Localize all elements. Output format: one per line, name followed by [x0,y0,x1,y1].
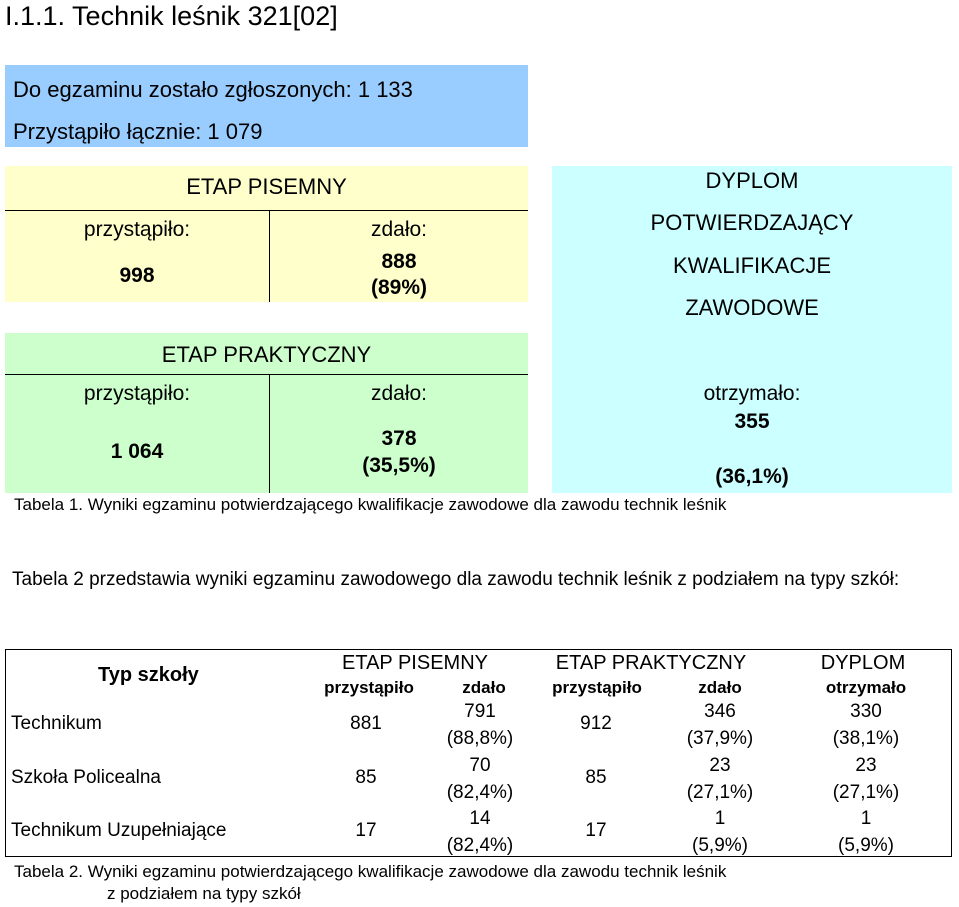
sub-attended-practical: przystąpiło [552,678,642,697]
row3-school: Technikum Uzupełniające [11,820,227,841]
row1-school: Technikum [11,713,102,734]
page-title: I.1.1. Technik leśnik 321[02] [5,1,338,31]
divider [5,210,528,211]
summary-box [5,65,528,147]
practical-stage-box [5,333,528,493]
divider [5,374,528,375]
written-attended-label: przystąpiło: [83,218,191,241]
practical-header: ETAP PRAKTYCZNY [161,342,372,367]
written-passed-value: 888 [381,250,417,273]
row1-written-pct: (88,8%) [446,728,514,749]
row3-diploma-pct: (5,9%) [838,835,894,856]
row3-practical-attended: 17 [585,820,607,841]
written-header: ETAP PISEMNY [186,174,347,199]
row1-practical-pct: (37,9%) [686,728,754,749]
practical-attended-value: 1 064 [110,440,164,463]
table2 [5,649,952,857]
row2-practical-pct: (27,1%) [686,782,754,803]
row2-diploma: 23 [855,755,877,776]
row3-practical-passed: 1 [714,808,726,829]
diploma-line3: KWALIFIKACJE [672,253,832,278]
row3-written-pct: (82,4%) [446,835,514,856]
table1-caption: Tabela 1. Wyniki egzaminu potwierdzającego kwalifikacje zawodowe dla zawodu technik leśnik [14,495,727,514]
sub-attended-written: przystąpiło [324,678,414,697]
diploma-line4: ZAWODOWE [685,295,819,320]
group-practical: ETAP PRAKTYCZNY [555,652,747,674]
row1-diploma: 330 [850,701,882,722]
row3-practical-pct: (5,9%) [692,835,748,856]
table2-caption-line1: Tabela 2. Wyniki egzaminu potwierdzającego kwalifikacje zawodowe dla zawodu technik leśnik [14,862,727,881]
diploma-box [552,166,952,493]
row2-written-attended: 85 [355,767,377,788]
row1-written-passed: 791 [464,701,496,722]
row3-diploma: 1 [860,808,872,829]
row1-diploma-pct: (38,1%) [832,728,900,749]
written-attended-value: 998 [119,264,155,287]
row2-written-pct: (82,4%) [446,782,514,803]
sub-passed-written: zdało [462,678,506,697]
row2-practical-passed: 23 [709,755,731,776]
row2-practical-attended: 85 [585,767,607,788]
practical-attended-label: przystąpiło: [83,382,191,405]
written-passed-pct: (89%) [370,276,428,299]
sub-passed-practical: zdało [698,678,742,697]
practical-passed-label: zdało: [370,382,428,405]
written-stage-box [5,166,528,302]
practical-passed-pct: (35,5%) [362,454,436,477]
diploma-received-label: otrzymało: [703,382,801,405]
row3-written-passed: 14 [469,808,491,829]
row1-written-attended: 881 [350,713,382,734]
col-school-header: Typ szkoły [98,664,199,686]
table2-caption-line2: z podziałem na typy szkół [107,884,301,903]
row2-written-passed: 70 [469,755,491,776]
row3-written-attended: 17 [355,820,377,841]
reported-count: Do egzaminu zostało zgłoszonych: 1 133 [13,77,413,102]
row1-practical-passed: 346 [704,701,736,722]
group-written: ETAP PISEMNY [342,652,488,674]
row2-diploma-pct: (27,1%) [832,782,900,803]
group-diploma: DYPLOM [820,652,906,674]
intro-paragraph: Tabela 2 przedstawia wyniki egzaminu zawodowego dla zawodu technik leśnik z podziałem na typy szkół: [12,569,900,590]
row2-school: Szkoła Policealna [11,767,161,788]
diploma-received-value: 355 [734,410,770,433]
written-passed-label: zdało: [370,218,428,241]
row1-practical-attended: 912 [580,713,612,734]
diploma-received-pct: (36,1%) [715,465,789,488]
diploma-line2: POTWIERDZAJĄCY [650,210,854,235]
practical-passed-value: 378 [381,427,417,450]
sub-received: otrzymało [825,678,907,697]
diploma-line1: DYPLOM [705,168,799,193]
attended-total: Przystąpiło łącznie: 1 079 [13,119,263,144]
